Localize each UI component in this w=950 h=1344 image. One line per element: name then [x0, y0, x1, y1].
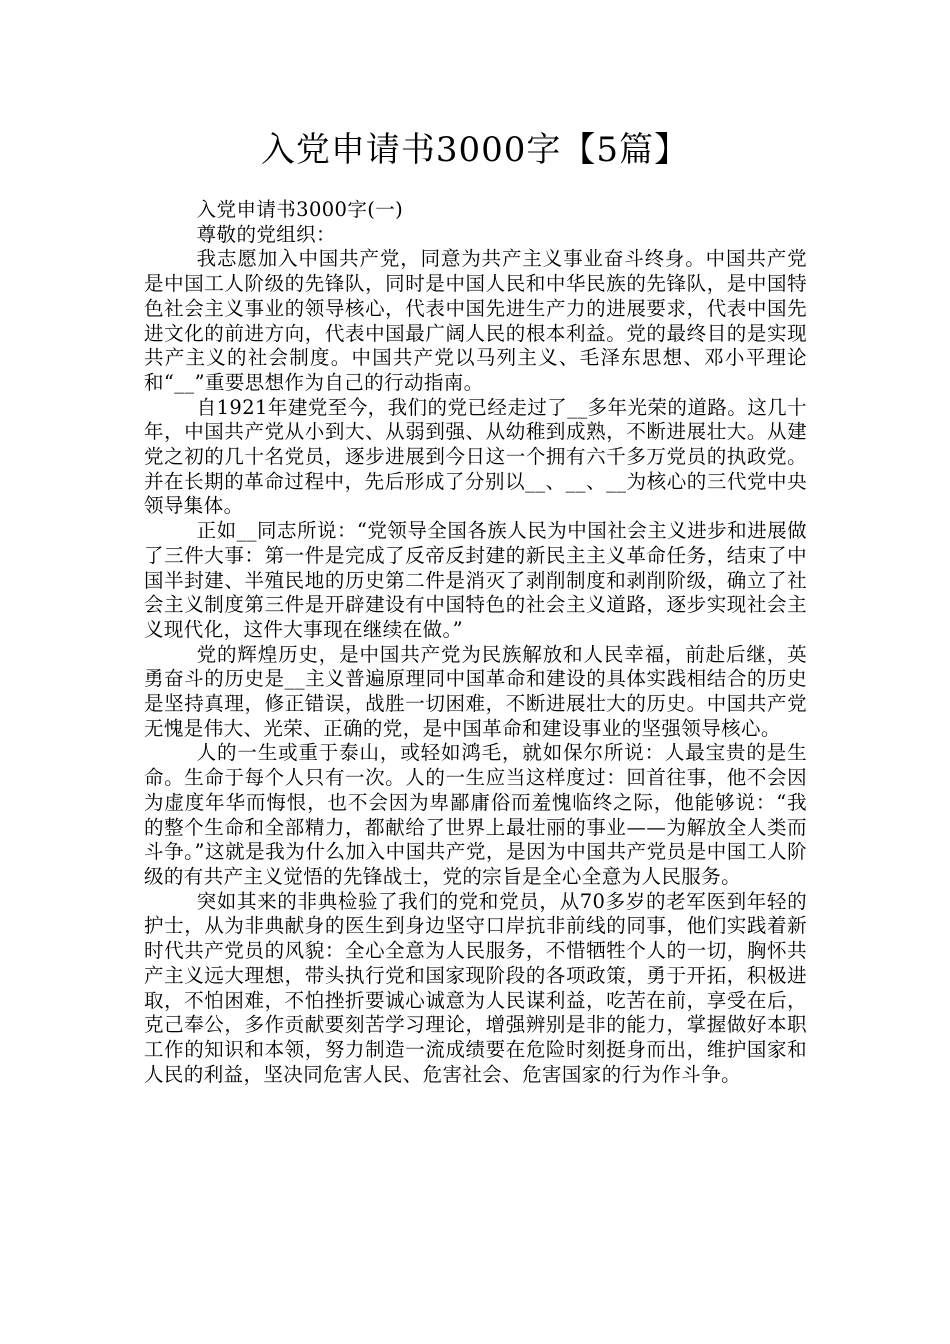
section-heading: 入党申请书3000字(一)	[196, 198, 404, 221]
salutation: 尊敬的党组织：	[196, 222, 336, 246]
document-title: 入党申请书3000字【5篇】	[260, 130, 690, 170]
body-paragraph: 我志愿加入中国共产党，同意为共产主义事业奋斗终身。中国共产党是中国工人阶级的先锋队，同时是中国人民和中华民族的先锋队，是中国特色社会主义事业的领导核心，代表中国先进生产力的进展要求，代表中国先进文化的前进方向，代表中国最广阔人民的根本利益。党的最终目的是实现共产主义的社会制度。中国共产党以马列主义、毛泽东思想、邓小平理论和“__”重要思想作为自己的行动指南。	[144, 247, 807, 394]
body-paragraph: 突如其来的非典检验了我们的党和党员，从70多岁的老军医到年轻的护士，从为非典献身的医生到身边坚守口岸抗非前线的同事，他们实践着新时代共产党员的风貌：全心全意为人民服务，不惜牺牲个人的一切，胸怀共产主义远大理想，带头执行党和国家现阶段的各项政策，勇于开拓，积极进取，不怕困难，不怕挫折要诚心诚意为人民谋利益，吃苦在前，享受在后，克己奉公，多作贡献要刻苦学习理论，增强辨别是非的能力，掌握做好本职工作的知识和本领，努力制造一流成绩要在危险时刻挺身而出，维护国家和人民的利益，坚决同危害人民、危害社会、危害国家的行为作斗争。	[144, 889, 807, 1086]
document-body	[144, 198, 807, 1087]
body-paragraph: 正如__同志所说：“党领导全国各族人民为中国社会主义进步和进展做了三件大事：第一件是完成了反帝反封建的新民主主义革命任务，结束了中国半封建、半殖民地的历史第二件是消灭了剥削制度和剥削阶级，确立了社会主义制度第三件是开辟建设有中国特色的社会主义道路，逐步实现社会主义现代化，这件大事现在继续在做。”	[144, 519, 807, 641]
body-paragraph: 人的一生或重于泰山，或轻如鸿毛，就如保尔所说：人最宝贵的是生命。生命于每个人只有一次。人的一生应当这样度过：回首往事，他不会因为虚度年华而悔恨，也不会因为卑鄙庸俗而羞愧临终之际，他能够说：“我的整个生命和全部精力，都献给了世界上最壮丽的事业——为解放全人类而斗争。”这就是我为什么加入中国共产党，是因为中国共产党员是中国工人阶级的有共产主义觉悟的先锋战士，党的宗旨是全心全意为人民服务。	[144, 741, 807, 888]
body-paragraph: 党的辉煌历史，是中国共产党为民族解放和人民幸福，前赴后继，英勇奋斗的历史是__主义普遍原理同中国革命和建设的具体实践相结合的历史是坚持真理，修正错误，战胜一切困难，不断进展壮大的历史。中国共产党无愧是伟大、光荣、正确的党，是中国革命和建设事业的坚强领导核心。	[144, 642, 807, 740]
body-paragraph: 自1921年建党至今，我们的党已经走过了__多年光荣的道路。这几十年，中国共产党从小到大、从弱到强、从幼稚到成熟，不断进展壮大。从建党之初的几十名党员，逐步进展到今日这一个拥有六千多万党员的执政党。并在长期的革命过程中，先后形成了分别以__、__、__为核心的三代党中央领导集体。	[144, 395, 807, 518]
